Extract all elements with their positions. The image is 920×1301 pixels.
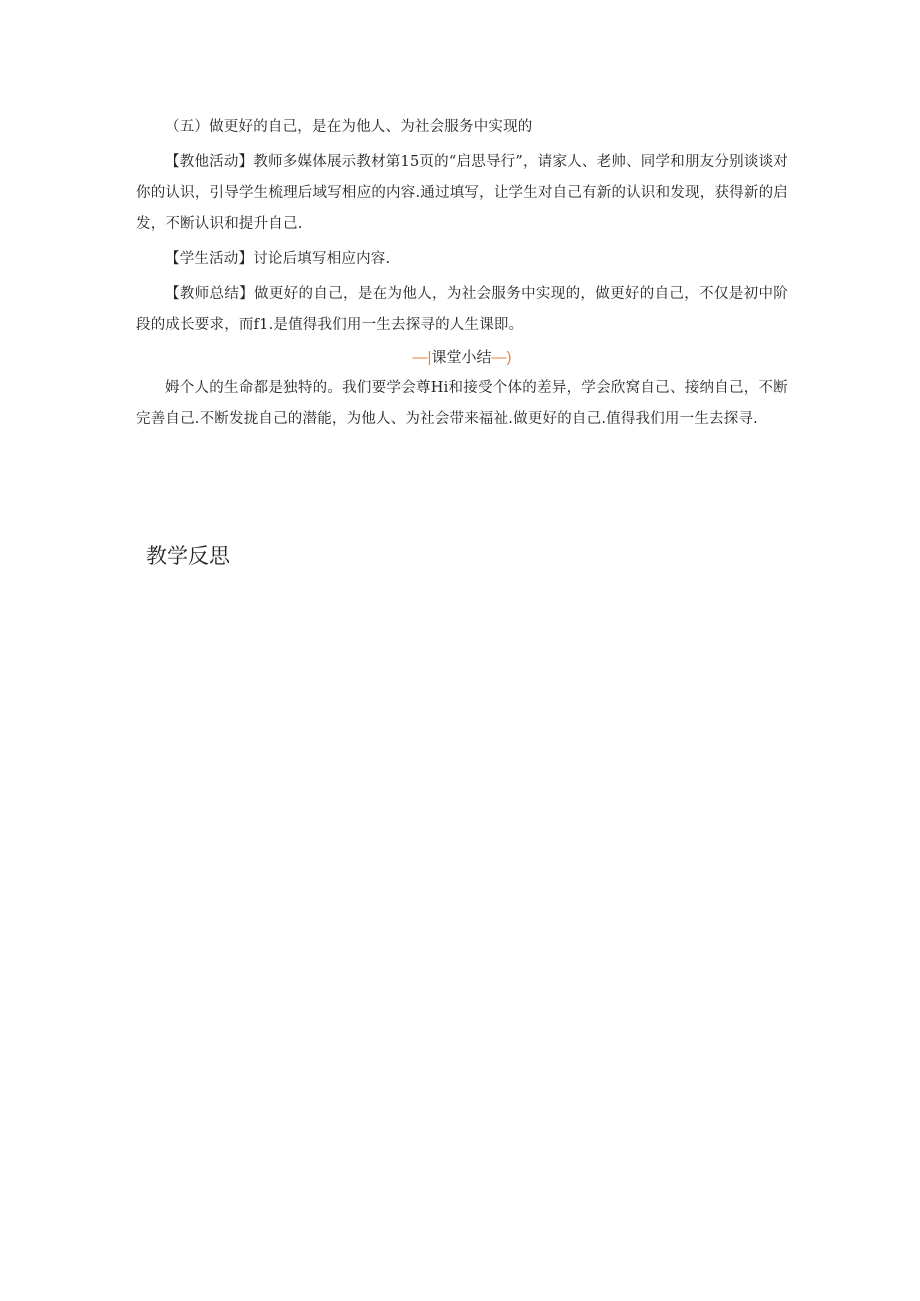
section-five-heading: （五）做更好的自己，是在为他人、为社会服务中实现的 xyxy=(165,119,533,135)
document-body xyxy=(136,112,788,439)
heading-dash-right: —) xyxy=(491,349,512,366)
teacher-activity-paragraph: 【教他活动】教师多媒体展示教材第15页的“启思导行”，请家人、老帅、同学和朋友分别谈谈对你的认识，引导学生梳理后域写相应的内容.通过填写，让学生对自己有新的认识和发现，获得新的启发，不断认识和提升自己. xyxy=(136,154,788,232)
heading-dash-left: —| xyxy=(412,349,432,366)
teacher-summary-paragraph: 【教师总结】做更好的自己，是在为他人，为社会服务中实现的，做更好的自己，不仅是初中阶段的成长要求，而f1.是值得我们用一生去探寻的人生课即。 xyxy=(136,286,788,333)
class-summary-title: 课堂小结 xyxy=(431,349,492,366)
student-activity-paragraph: 【学生活动】讨论后填写相应内容. xyxy=(165,251,391,267)
class-summary-paragraph: 姆个人的生命都是独特的。我们要学会尊Hi和接受个体的差异，学会欣窝自己、接纳自己，不断完善自己.不断发拢自己的潜能，为他人、为社会带来福祉.做更好的自己.值得我们用一生去探寻. xyxy=(136,380,788,427)
teaching-reflection-heading: 教学反思 xyxy=(146,545,230,568)
class-summary-heading xyxy=(136,345,788,371)
